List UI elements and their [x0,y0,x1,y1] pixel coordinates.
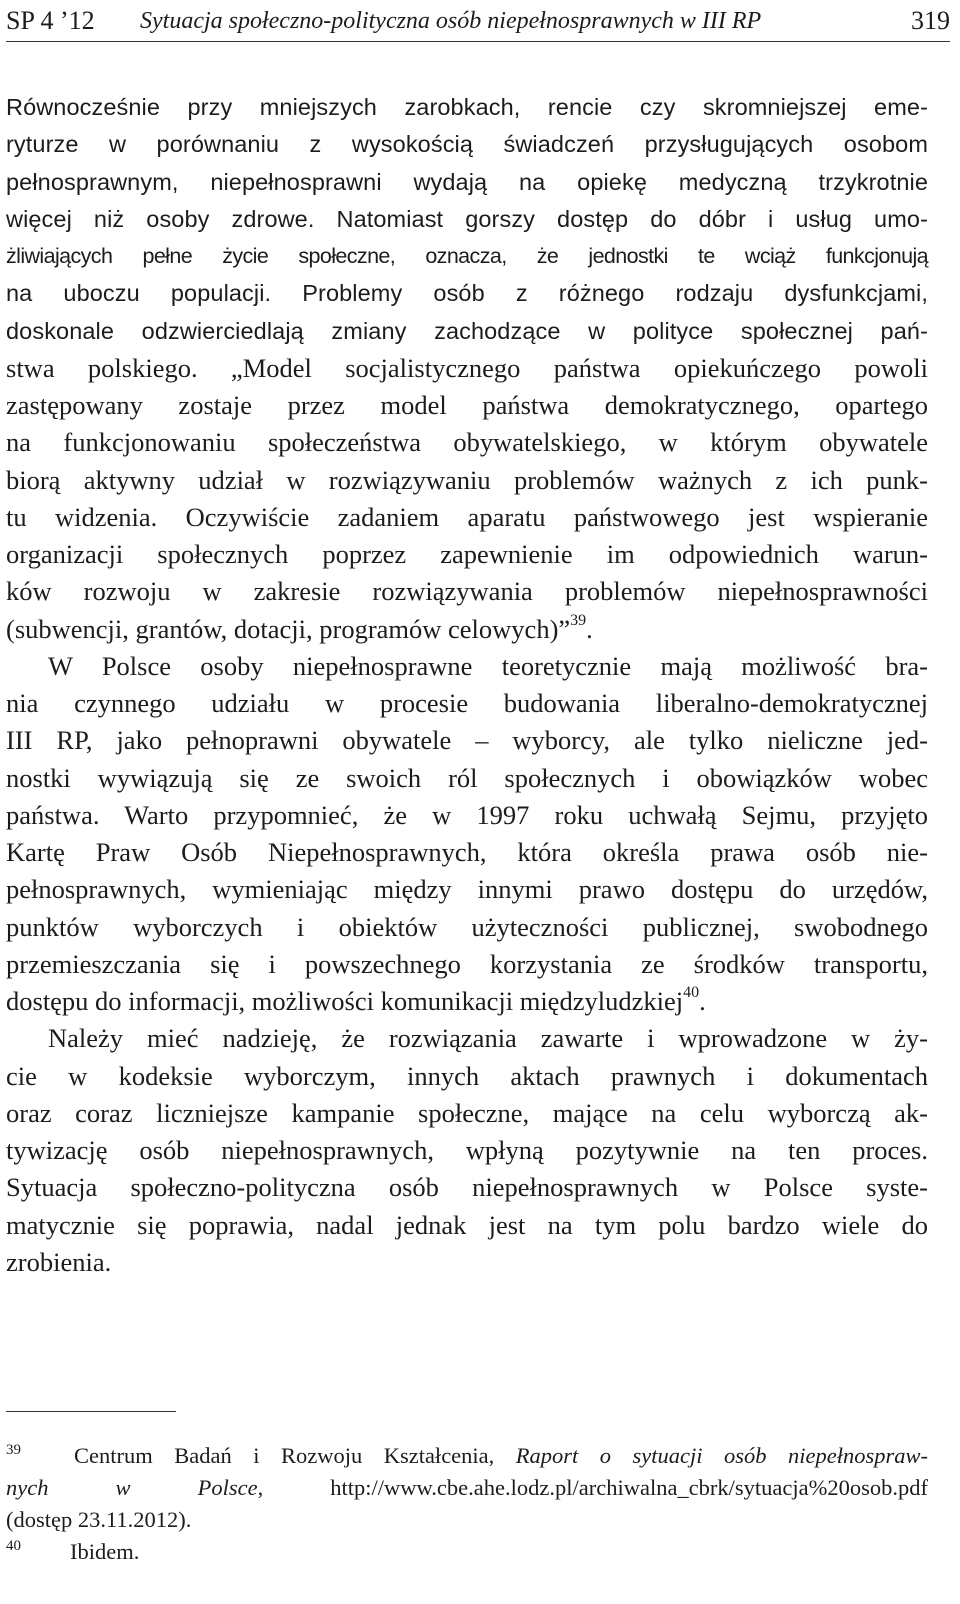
footnote-39-access: (dostęp 23.11.2012). [6,1507,192,1532]
body-line [6,573,928,610]
body-line-text: państwa. Warto przypomnieć, że w 1997 roku uchwałą Sejmu, przyjęto [6,799,928,830]
body-line-text: przemieszczania się i powszechnego korzystania ze środków transportu, [6,948,928,979]
body-line [6,1020,928,1057]
body-line-text: Równocześnie przy mniejszych zarobkach, rencie czy skromniejszej eme- [6,94,928,120]
body-line [6,126,928,163]
header-rule [6,41,950,42]
page-number: 319 [911,6,950,35]
running-header [6,4,950,38]
body-line [6,1207,928,1244]
body-line-text: więcej niż osoby zdrowe. Natomiast gorszy dostęp do dóbr i usług umo- [6,205,928,232]
body-line-text: oraz coraz liczniejsze kampanie społeczne, mające na celu wyborczą ak- [6,1097,928,1128]
body-line [6,164,928,201]
body-line-text: pełnosprawnym, niepełnosprawni wydają na opiekę medyczną trzykrotnie [6,168,928,195]
body-line [6,611,928,648]
body-line-text: ryturze w porównaniu z wysokością świadczeń przysługujących osobom [6,131,928,158]
footnote-39-line-3 [6,1504,928,1536]
body-line [6,834,928,871]
body-line-text: pełnosprawnych, wymieniając między innymi prawo dostępu do urzędów, [6,874,928,905]
body-line [6,1244,928,1281]
body-line-text: nostki wywiązują się ze swoich ról społecznych i obowiązków wobec [6,762,928,793]
footnote-39-url[interactable]: , http://www.cbe.ahe.lodz.pl/archiwalna_cbrk/sytuacja%20osob.pdf [257,1475,928,1500]
body-line-text: cie w kodeksie wyborczym, innych aktach prawnych i dokumentach [6,1060,928,1091]
body-line [6,499,928,536]
footnote-39-author: Centrum Badań i Rozwoju Kształcenia, [74,1443,516,1468]
body-line [6,536,928,573]
footnote-reference[interactable]: 40 [683,984,700,1002]
body-line [6,946,928,983]
body-line-text: biorą aktywny udział w rozwiązywaniu problemów ważnych z ich punk- [6,464,928,495]
body-line-text: organizacji społecznych poprzez zapewnienie im odpowiednich warun- [6,539,928,569]
body-line [6,1095,928,1132]
running-title: Sytuacja społeczno-polityczna osób niepełnosprawnych w III RP [140,8,762,34]
body-line [6,909,928,946]
journal-code: SP 4 ’12 [6,6,95,35]
body-line-text: na uboczu populacji. Problemy osób z różnego rodzaju dysfunkcjami, [6,280,928,307]
body-line-text: zastępowany zostaje przez model państwa demokratycznego, opartego [6,390,928,420]
body-line [6,871,928,908]
body-line [6,722,928,759]
body-line-text: na funkcjonowaniu społeczeństwa obywatelskiego, w którym obywatele [6,427,928,458]
body-line-text: tywizację osób niepełnosprawnych, wpłyną pozytywnie na ten proces. [6,1135,928,1165]
body-line-text: III RP, jako pełnoprawni obywatele – wyborcy, ale tylko nieliczne jed- [6,725,928,756]
footnote-39-title-part1: Raport o sytuacji osób niepełnospraw- [515,1443,929,1468]
footnotes [6,1440,928,1568]
body-line [6,275,928,312]
footnote-40-text: Ibidem. [70,1539,140,1564]
body-line [6,462,928,499]
body-line-text: Sytuacja społeczno-polityczna osób niepełnosprawnych w Polsce syste- [6,1172,928,1203]
body-line-text: ków rozwoju w zakresie rozwiązywania problemów niepełnosprawności [6,576,928,607]
body-line [6,238,928,275]
body-line [6,1169,928,1206]
body-line-text: stwa polskiego. „Model socjalistycznego państwa opiekuńczego powoli [6,352,928,383]
body-line-text: (subwencji, grantów, dotacji, programów celowych)” [6,613,571,644]
body-line [6,983,928,1020]
body-line [6,1058,928,1095]
footnote-39-title-part2: nych w Polsce [6,1475,258,1500]
body-line [6,201,928,238]
body-line-text: tu widzenia. Oczywiście zadaniem aparatu państwowego jest wspieranie [6,501,928,532]
body-line [6,797,928,834]
body-line-text: matycznie się poprawia, nadal jednak jest na tym polu bardzo wiele do [6,1209,928,1240]
body-line-text: doskonale odzwierciedlają zmiany zachodzące w polityce społecznej pań- [6,317,928,344]
body-line-punctuation: . [586,613,593,644]
body-line [6,648,928,685]
body-line-text: dostępu do informacji, możliwości komunikacji międzyludzkiej [6,986,684,1016]
body-line [6,685,928,722]
body-line [6,89,928,126]
body-line [6,1132,928,1169]
body-line-text: punktów wyborczych i obiektów użyteczności publicznej, swobodnego [6,911,928,942]
body-line-text: nia czynnego udziału w procesie budowania liberalno-demokratycznej [6,688,928,718]
body-line-punctuation: . [699,986,706,1016]
footnote-separator [6,1411,176,1412]
footnote-39-number: 39 [6,1442,21,1458]
body-line [6,387,928,424]
footnote-40 [6,1536,928,1568]
body-line [6,313,928,350]
body-line-text: zrobienia. [6,1246,112,1277]
footnote-reference[interactable]: 39 [570,611,587,629]
body-line-text: Kartę Praw Osób Niepełnosprawnych, która określa prawa osób nie- [6,837,928,867]
body-text [6,89,928,1281]
footnote-40-number: 40 [6,1538,21,1554]
body-line [6,424,928,461]
footnote-39-line-2 [6,1472,928,1504]
body-line [6,350,928,387]
body-line-text: żliwiających pełne życie społeczne, oznacza, że jednostki te wciąż funkcjonują [6,244,928,268]
footnote-39-line-1 [6,1440,928,1472]
body-line [6,760,928,797]
body-line-text: Należy mieć nadzieję, że rozwiązania zawarte i wprowadzone w ży- [48,1023,928,1054]
body-line-text: W Polsce osoby niepełnosprawne teoretycznie mają możliwość bra- [48,650,928,681]
